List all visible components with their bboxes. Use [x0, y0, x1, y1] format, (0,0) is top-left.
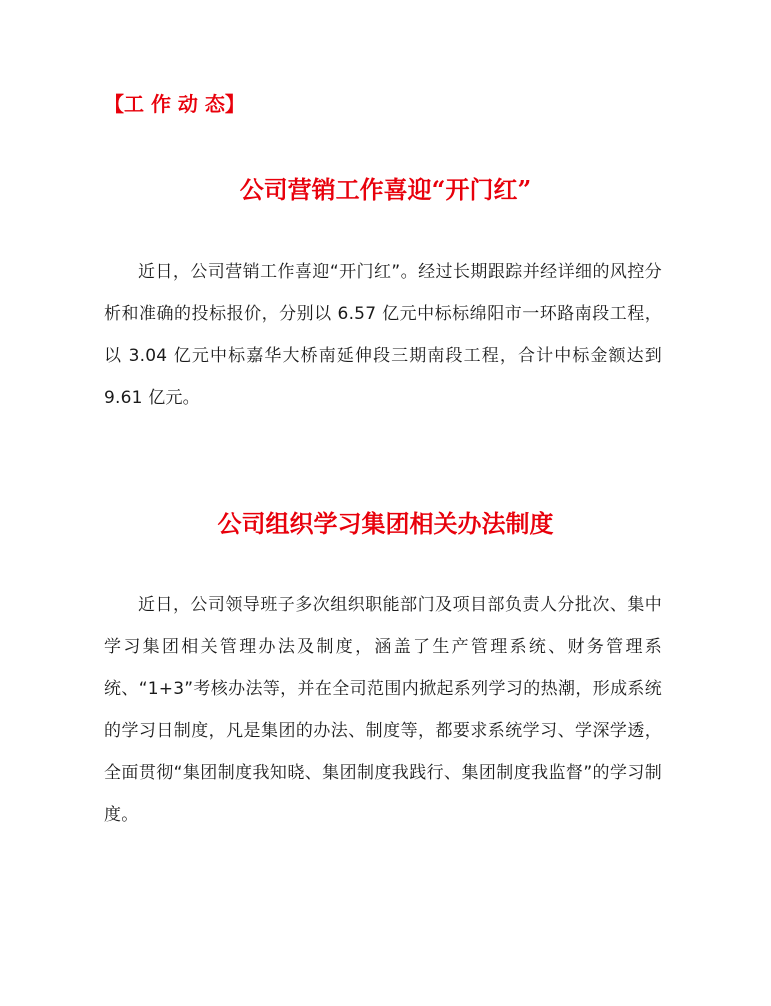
- article-title-study: 公司组织学习集团相关办法制度: [217, 509, 554, 538]
- article-title-marketing: 公司营销工作喜迎“开门红”: [239, 175, 532, 204]
- article-body-study: 近日，公司领导班子多次组织职能部门及项目部负责人分批次、集中学习集团相关管理办法及制度，涵盖了生产管理系统、财务管理系统、“1+3”考核办法等，并在全司范围内掀起系列学习的热潮，形成系统的学习日制度，凡是集团的办法、制度等，都要求系统学习、学深学透，全面贯彻“集团制度我知晓、集团制度我践行、集团制度我监督”的学习制度。: [104, 595, 662, 825]
- article-body-marketing: 近日，公司营销工作喜迎“开门红”。经过长期跟踪并经详细的风控分析和准确的投标报价，分别以 6.57 亿元中标标绵阳市一环路南段工程，以 3.04 亿元中标嘉华大桥南延伸段三期南段工程，合计中标金额达到 9.61 亿元。: [104, 262, 662, 408]
- section-tag: 【工 作 动 态】: [104, 92, 245, 116]
